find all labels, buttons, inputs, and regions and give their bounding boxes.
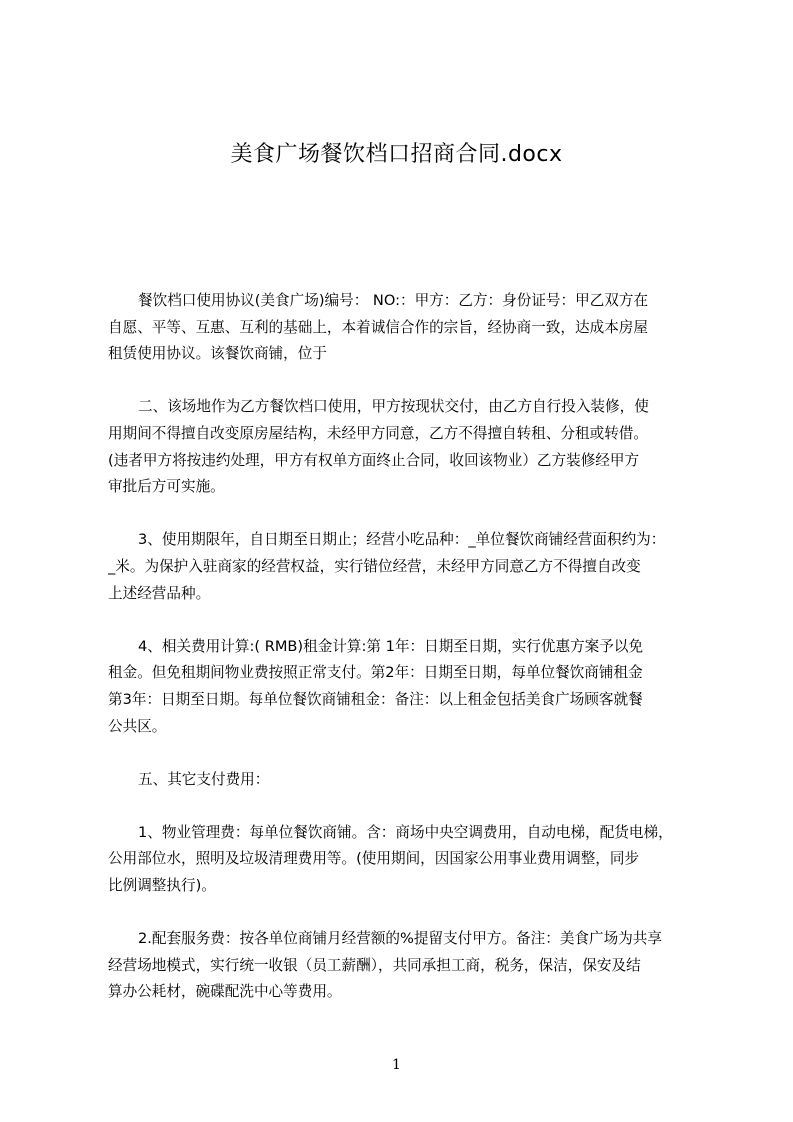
paragraph-line: 公共区。 xyxy=(108,717,167,735)
paragraph-other-fees-heading xyxy=(108,767,716,794)
paragraph-line: 餐饮档口使用协议(美食广场)编号： NO:：甲方：乙方：身份证号：甲乙双方在 xyxy=(138,292,649,309)
paragraph-line: 五、其它支付费用： xyxy=(138,770,270,788)
paragraph-line: 经营场地模式，实行统一收银（员工薪酬），共同承担工商，税务，保洁，保安及结 xyxy=(108,956,641,974)
paragraph-line: 自愿、平等、互惠、互利的基础上，本着诚信合作的宗旨，经协商一致，达成本房屋 xyxy=(108,318,648,336)
paragraph-line: 2.配套服务费：按各单位商铺月经营额的%提留支付甲方。备注：美食广场为共享 xyxy=(138,930,662,948)
paragraph-usage-terms xyxy=(108,394,716,500)
paragraph-line: 公用部位水，照明及垃圾清理费用等。(使用期间，因国家公用事业费用调整，同步 xyxy=(108,850,640,868)
paragraph-line: 比例调整执行)。 xyxy=(108,877,216,895)
paragraph-line: 算办公耗材，碗碟配洗中心等费用。 xyxy=(108,983,342,1001)
paragraph-line: 上述经营品种。 xyxy=(108,584,211,602)
document-body xyxy=(108,288,716,1033)
paragraph-service-fee xyxy=(108,926,716,1006)
paragraph-line: 租赁使用协议。该餐饮商铺，位于 xyxy=(108,345,327,363)
paragraph-line: 二、该场地作为乙方餐饮档口使用，甲方按现状交付，由乙方自行投入装修，使 xyxy=(138,398,649,416)
paragraph-line: 租金。但免租期间物业费按照正常支付。第2年：日期至日期，每单位餐饮商铺租金 xyxy=(108,664,643,682)
paragraph-agreement-intro xyxy=(108,288,716,368)
page-number: 1 xyxy=(392,1057,401,1073)
paragraph-property-management-fee xyxy=(108,820,716,900)
paragraph-fee-calculation xyxy=(108,634,716,740)
paragraph-line: 审批后方可实施。 xyxy=(108,478,225,496)
document-title: 美食广场餐饮档口招商合同.docx xyxy=(230,142,563,167)
paragraph-line: 用期间不得擅自改变原房屋结构，未经甲方同意，乙方不得擅自转租、分租或转借。 xyxy=(108,424,648,442)
paragraph-line: 1、物业管理费：每单位餐饮商铺。含：商场中央空调费用，自动电梯，配货电梯， xyxy=(138,823,673,841)
paragraph-line: _米。为保护入驻商家的经营权益，实行错位经营，未经甲方同意乙方不得擅自改变 xyxy=(108,557,641,575)
paragraph-line: (违者甲方将按违约处理，甲方有权单方面终止合同，收回该物业）乙方装修经甲方 xyxy=(108,451,640,469)
paragraph-term-and-category xyxy=(108,527,716,607)
paragraph-line: 3、使用期限年，自日期至日期止；经营小吃品种：_单位餐饮商铺经营面积约为： xyxy=(138,531,666,549)
paragraph-line: 第3年：日期至日期。每单位餐饮商铺租金：备注：以上租金包括美食广场顾客就餐 xyxy=(108,690,643,708)
paragraph-line: 4、相关费用计算:( RMB)租金计算:第 1年：日期至日期，实行优惠方案予以免 xyxy=(138,637,644,655)
